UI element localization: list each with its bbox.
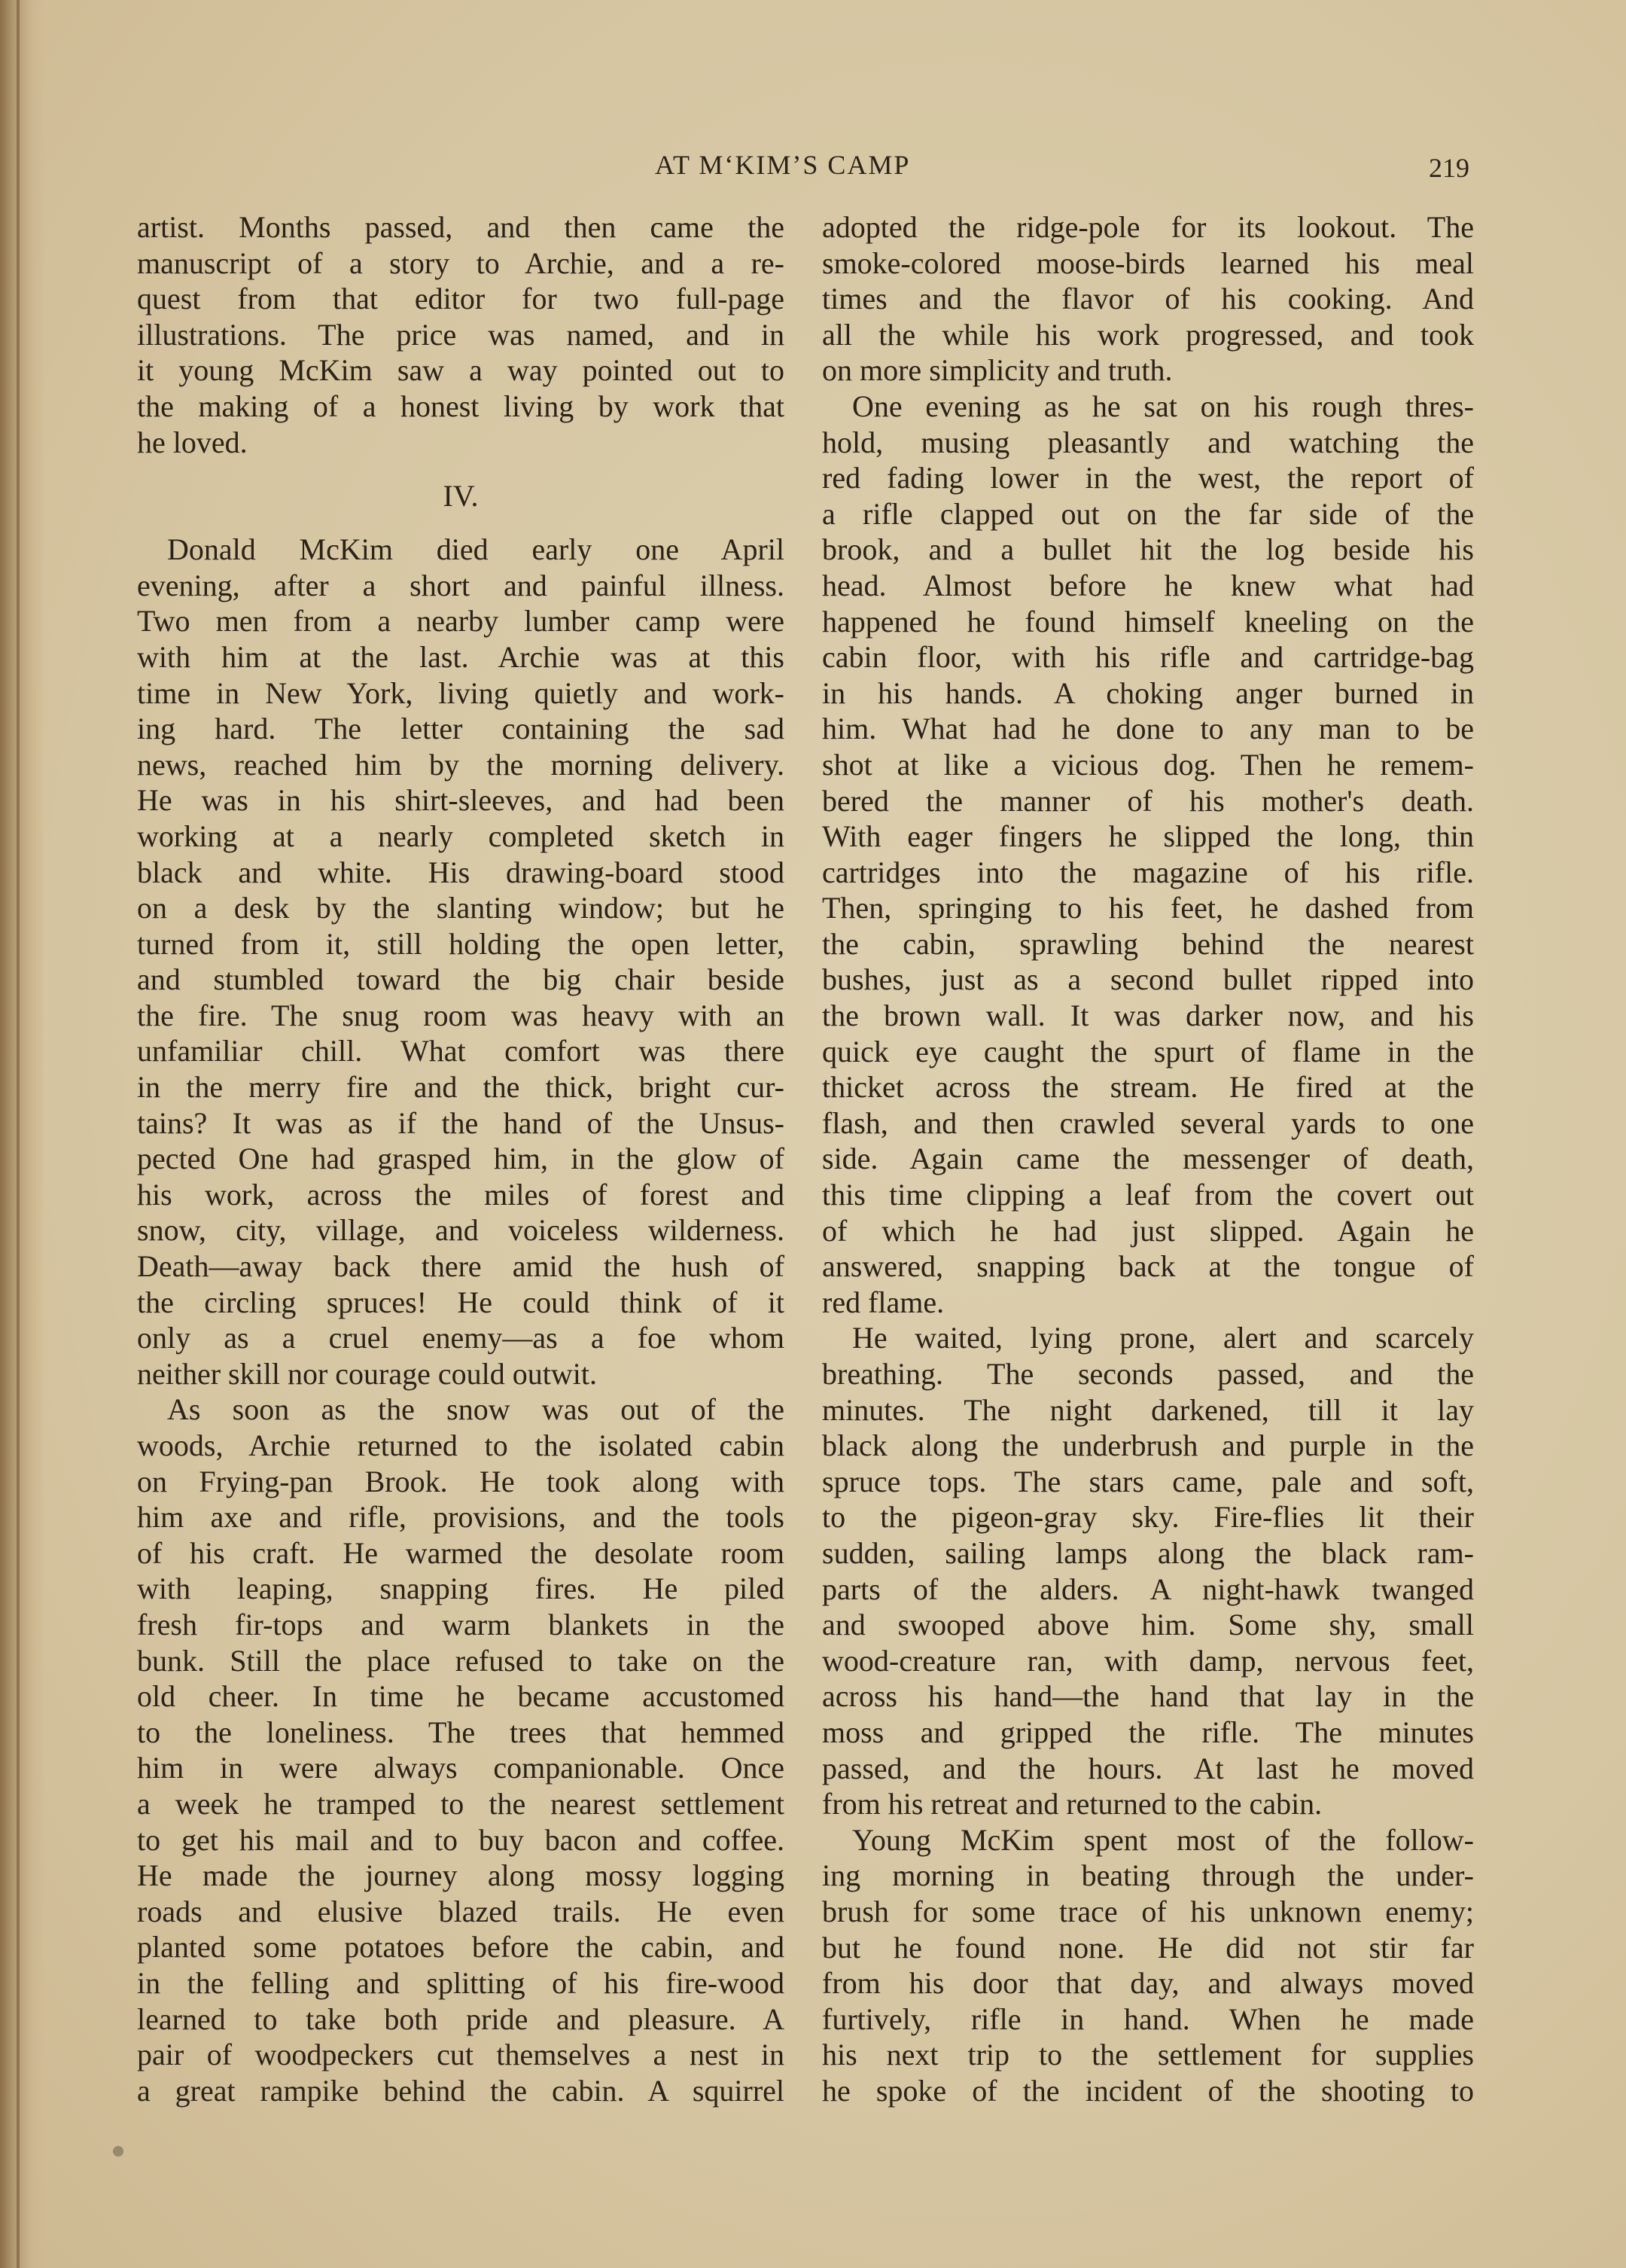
- text-line: ing morning in beating through the under-: [822, 1858, 1474, 1893]
- text-line: learned to take both pride and pleasure. A: [137, 2001, 784, 2036]
- text-line: unfamiliar chill. What comfort was there: [137, 1034, 784, 1068]
- text-line: with leaping, snapping fires. He piled: [137, 1571, 784, 1606]
- page-binding-shadow: [0, 0, 45, 2268]
- text-line: across his hand—the hand that lay in the: [822, 1679, 1474, 1714]
- binding-edge: [17, 0, 20, 2268]
- text-line: passed, and the hours. At last he moved: [822, 1751, 1474, 1785]
- text-line: adopted the ridge-pole for its lookout. The: [822, 210, 1474, 244]
- text-line: of which he had just slipped. Again he: [822, 1213, 1474, 1248]
- text-line: head. Almost before he knew what had: [822, 568, 1474, 602]
- text-line: times and the flavor of his cooking. And: [822, 282, 1474, 316]
- text-line: the circling spruces! He could think of it: [137, 1285, 784, 1319]
- text-line: ing hard. The letter containing the sad: [137, 712, 784, 746]
- text-line: bered the manner of his mother's death.: [822, 783, 1474, 818]
- text-line: quick eye caught the spurt of flame in the: [822, 1034, 1474, 1068]
- page-number: 219: [1429, 153, 1469, 183]
- text-line: a great rampike behind the cabin. A squirrel: [137, 2073, 784, 2108]
- text-line: spruce tops. The stars came, pale and soft,: [822, 1464, 1474, 1498]
- text-line: black and white. His drawing-board stood: [137, 855, 784, 889]
- text-line: a rifle clapped out on the far side of the: [822, 496, 1474, 531]
- text-line: quest from that editor for two full-page: [137, 282, 784, 316]
- text-line: this time clipping a leaf from the covert out: [822, 1178, 1474, 1212]
- text-line: brook, and a bullet hit the log beside his: [822, 532, 1474, 567]
- text-line: planted some potatoes before the cabin, and: [137, 1930, 784, 1965]
- text-line: Young McKim spent most of the follow-: [852, 1822, 1474, 1857]
- text-line: of his craft. He warmed the desolate room: [137, 1535, 784, 1570]
- text-line: a week he tramped to the nearest settlement: [137, 1786, 784, 1821]
- text-line: He made the journey along mossy logging: [137, 1858, 784, 1893]
- text-line: the making of a honest living by work that: [137, 389, 784, 423]
- text-line: He waited, lying prone, alert and scarcely: [852, 1321, 1474, 1355]
- text-line: cartridges into the magazine of his rifle.: [822, 855, 1474, 889]
- text-line: turned from it, still holding the open letter,: [137, 926, 784, 961]
- text-line: woods, Archie returned to the isolated cabin: [137, 1428, 784, 1462]
- text-line: evening, after a short and painful illness.: [137, 568, 784, 602]
- running-header: [0, 149, 1626, 187]
- text-line: all the while his work progressed, and took: [822, 317, 1474, 352]
- text-line: cabin floor, with his rifle and cartridge-bag: [822, 640, 1474, 675]
- text-line: roads and elusive blazed trails. He even: [137, 1894, 784, 1928]
- text-line: with him at the last. Archie was at this: [137, 639, 784, 674]
- text-line: red flame.: [822, 1285, 945, 1319]
- right-text-column: [822, 209, 1474, 2108]
- text-line: sudden, sailing lamps along the black ram-: [822, 1535, 1474, 1570]
- text-line: Donald McKim died early one April: [167, 532, 784, 567]
- text-line: side. Again came the messenger of death,: [822, 1142, 1474, 1176]
- text-line: artist. Months passed, and then came the: [137, 210, 784, 244]
- text-line: shot at like a vicious dog. Then he remem-: [822, 747, 1474, 782]
- text-line: he loved.: [137, 425, 248, 459]
- text-line: to the loneliness. The trees that hemmed: [137, 1715, 784, 1749]
- text-line: the cabin, sprawling behind the nearest: [822, 926, 1474, 961]
- text-line: flash, and then crawled several yards to one: [822, 1105, 1474, 1140]
- text-line: pected One had grasped him, in the glow of: [137, 1142, 784, 1176]
- text-line: in the felling and splitting of his fire-wood: [137, 1965, 784, 2000]
- text-line: One evening as he sat on his rough thres-: [852, 389, 1474, 423]
- text-line: on more simplicity and truth.: [822, 353, 1173, 388]
- text-line: happened he found himself kneeling on the: [822, 604, 1474, 639]
- text-line: fresh fir-tops and warm blankets in the: [137, 1607, 784, 1642]
- text-line: he spoke of the incident of the shooting to: [822, 2073, 1474, 2108]
- text-line: to the pigeon-gray sky. Fire-flies lit their: [822, 1500, 1474, 1535]
- text-line: but he found none. He did not stir far: [822, 1930, 1474, 1965]
- text-line: in his hands. A choking anger burned in: [822, 675, 1474, 710]
- text-line: parts of the alders. A night-hawk twanged: [822, 1571, 1474, 1606]
- text-line: in the merry fire and the thick, bright cur-: [137, 1070, 784, 1105]
- text-line: brush for some trace of his unknown enemy;: [822, 1894, 1474, 1928]
- text-line: As soon as the snow was out of the: [167, 1392, 784, 1427]
- text-line: tains? It was as if the hand of the Unsus-: [137, 1105, 784, 1140]
- text-line: red fading lower in the west, the report of: [822, 461, 1474, 495]
- text-line: wood-creature ran, with damp, nervous feet,: [822, 1643, 1474, 1678]
- text-line: on Frying-pan Brook. He took along with: [137, 1464, 784, 1498]
- text-line: him axe and rifle, provisions, and the tools: [137, 1500, 784, 1535]
- text-line: bushes, just as a second bullet ripped into: [822, 962, 1474, 997]
- text-line: it young McKim saw a way pointed out to: [137, 353, 784, 388]
- text-line: time in New York, living quietly and work-: [137, 675, 784, 710]
- text-line: Then, springing to his feet, he dashed from: [822, 891, 1474, 925]
- text-line: old cheer. In time he became accustomed: [137, 1679, 784, 1714]
- text-line: With eager fingers he slipped the long, thin: [822, 819, 1474, 854]
- text-line: and stumbled toward the big chair beside: [137, 962, 784, 997]
- text-line: He was in his shirt-sleeves, and had been: [137, 783, 784, 818]
- left-text-column: [137, 209, 784, 2108]
- text-line: news, reached him by the morning delivery.: [137, 747, 784, 782]
- text-line: only as a cruel enemy—as a foe whom: [137, 1321, 784, 1355]
- text-line: answered, snapping back at the tongue of: [822, 1249, 1474, 1284]
- text-line: moss and gripped the rifle. The minutes: [822, 1715, 1474, 1749]
- text-line: minutes. The night darkened, till it lay: [822, 1392, 1474, 1427]
- text-line: hold, musing pleasantly and watching the: [822, 425, 1474, 459]
- running-title: AT M‘KIM’S CAMP: [655, 150, 911, 180]
- text-line: working at a nearly completed sketch in: [137, 818, 784, 853]
- text-line: illustrations. The price was named, and in: [137, 317, 784, 352]
- text-line: and swooped above him. Some shy, small: [822, 1608, 1474, 1642]
- section-heading: IV.: [443, 479, 479, 514]
- text-line: thicket across the stream. He fired at the: [822, 1070, 1474, 1105]
- text-line: furtively, rifle in hand. When he made: [822, 2001, 1474, 2036]
- text-line: him in were always companionable. Once: [137, 1751, 784, 1785]
- text-line: his next trip to the settlement for supplies: [822, 2038, 1474, 2072]
- text-line: snow, city, village, and voiceless wilderness.: [137, 1213, 784, 1248]
- text-line: the brown wall. It was darker now, and his: [822, 998, 1474, 1033]
- text-line: neither skill nor courage could outwit.: [137, 1356, 597, 1391]
- text-line: on a desk by the slanting window; but he: [137, 891, 784, 925]
- text-line: his work, across the miles of forest and: [137, 1177, 784, 1212]
- text-line: black along the underbrush and purple in the: [822, 1428, 1474, 1463]
- text-line: him. What had he done to any man to be: [822, 712, 1474, 746]
- text-line: from his door that day, and always moved: [822, 1966, 1474, 2001]
- text-line: the fire. The snug room was heavy with an: [137, 998, 784, 1032]
- text-line: from his retreat and returned to the cabin.: [822, 1787, 1323, 1821]
- text-line: to get his mail and to buy bacon and coffee.: [137, 1822, 784, 1857]
- text-line: bunk. Still the place refused to take on the: [137, 1643, 784, 1678]
- text-line: breathing. The seconds passed, and the: [822, 1357, 1474, 1391]
- text-line: Two men from a nearby lumber camp were: [137, 604, 784, 639]
- text-line: pair of woodpeckers cut themselves a nest in: [137, 2038, 784, 2072]
- text-line: smoke-colored moose-birds learned his meal: [822, 245, 1474, 280]
- text-line: manuscript of a story to Archie, and a re-: [137, 245, 784, 280]
- text-line: Death—away back there amid the hush of: [137, 1249, 784, 1284]
- paper-speck: [113, 2146, 123, 2157]
